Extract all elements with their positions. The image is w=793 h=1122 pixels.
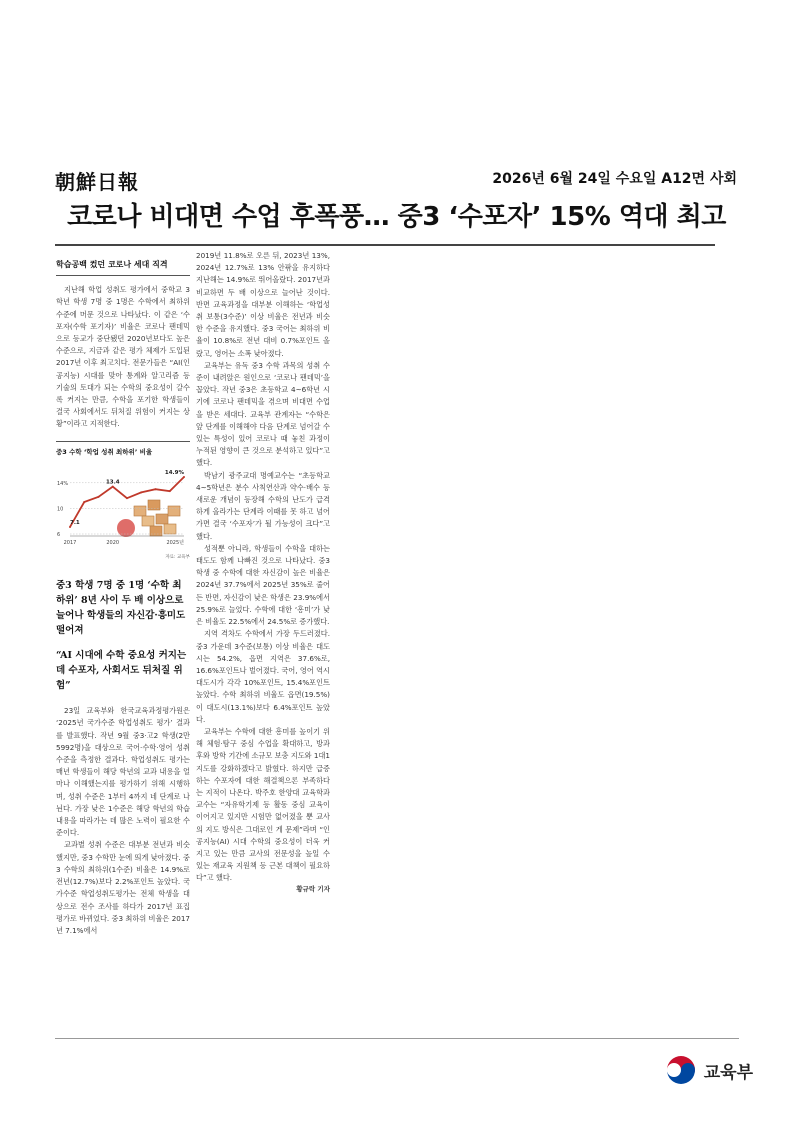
- taegeuk-icon: [664, 1053, 698, 1087]
- data-point: [69, 526, 71, 528]
- body-paragraph: 2019년 11.8%로 오른 뒤, 2023년 13%, 2024년 12.7%로 13% 안팎을 유지하다 지난해는 14.9%로 뛰어올랐다. 2017년과 비교하면 두 배 이상으로 늘어난 것이다. 반면 교육과정을 대부분 이해하는 ‘학업성취 보통(3수준)’ 이상 비율은 전년과 비슷한 수준을 유지했다. 중3 국어는 최하위 비율이 10.8%로 전년 대비 0.7%포인트 올랐고, 영어는 소폭 낮아졌다.: [196, 251, 330, 358]
- data-label: 13.4: [105, 479, 120, 486]
- body-paragraph: 23일 교육부와 한국교육과정평가원은 ‘2025년 국가수준 학업성취도 평가’ 결과를 발표했다. 작년 9월 중3·고2 학생(2만5992명)을 대상으로 국어·수학·영어 성취 수준을 측정한 결과다. 학업성취도 평가는 매년 학생들이 해당 학년의 교과 내용을 얼마나 이해했는지를 평가하기 위해 시행하며, 성취 수준은 1부터 4까지 네 단계로 나뉜다. 가장 낮은 1수준은 해당 학년의 학습 내용을 따라가는 데 많은 노력이 필요한 수준이다.: [56, 706, 190, 838]
- line-chart: [56, 460, 190, 548]
- ministry-logo: [664, 1053, 753, 1087]
- body-paragraph: 성적뿐 아니라, 학생들이 수학을 대하는 태도도 함께 나빠진 것으로 나타났다. 중3 학생 중 수학에 대한 자신감이 높은 비율은 2024년 37.7%에서 2025년 35%로 줄어든 반면, 자신감이 낮은 학생은 23.9%에서 25.9%로 늘었다. 수학에 대한 ‘흥미’가 낮은 비율도 22.5%에서 24.5%로 증가했다.: [196, 543, 330, 627]
- data-point: [98, 496, 100, 498]
- article-column-2: [196, 250, 330, 895]
- chart-title: 중3 수학 ‘학업 성취 최하위’ 비율: [56, 447, 153, 456]
- ministry-name: 교육부: [703, 1062, 753, 1083]
- data-point: [155, 488, 157, 490]
- y-tick-label: 10: [57, 506, 64, 513]
- data-label: 14.9%: [164, 469, 184, 476]
- data-point: [112, 485, 114, 487]
- footer-divider: [55, 1038, 739, 1039]
- newspaper-masthead: 朝鮮日報: [55, 170, 139, 194]
- data-point: [140, 491, 142, 493]
- body-paragraph: 박남기 광주교대 명예교수는 “초등학교 4~5학년은 분수 사칙연산과 약수·배수 등 새로운 개념이 등장해 수학의 난도가 급격하게 올라가는 단계라 이때를 못 하고 넘어가면 결국 ‘수포자’가 될 가능성이 크다”고 했다.: [196, 470, 330, 541]
- page-title: 코로나 비대면 수업 후폭풍… 중3 ‘수포자’ 15% 역대 최고: [67, 202, 726, 232]
- x-tick-label: 2017: [63, 539, 77, 546]
- article-subhead: 중3 학생 7명 중 1명 ‘수학 최하위’ 8년 사이 두 배 이상으로 늘어나 학생들의 자신감·흥미도 떨어져: [56, 580, 186, 637]
- chart-illustration: [117, 500, 180, 537]
- body-paragraph: 교육부는 수학에 대한 흥미를 높이기 위해 체험·탐구 중심 수업을 확대하고, 방과 후와 방학 기간에 소규모 보충 지도와 1대1 지도를 강화하겠다고 밝혔다. 하지만 급증하는 수포자에 대한 해결책으론 부족하다는 지적이 나온다. 박주호 한양대 교육학과 교수는 “자유학기제 등 활동 중심 교육이 이어지고 있지만 시험만 없어졌을 뿐 교사의 지도 방식은 그대로인 게 문제”라며 “인공지능(AI) 시대 수학의 중요성이 더욱 커지고 있는 만큼 교사의 전문성을 높일 수 있는 재교육 지원책 등 근본 대책이 필요하다”고 했다.: [196, 726, 330, 883]
- data-point: [183, 476, 185, 478]
- body-paragraph: 교육부는 유독 중3 수학 과목의 성취 수준이 내려앉은 원인으로 ‘코로나 팬데믹’을 꼽았다. 작년 중3은 초등학교 4~6학년 시기에 코로나 팬데믹을 겪으며 비대면 수업을 받은 세대다. 교육부 관계자는 “수학은 앞 단계를 이해해야 다음 단계로 넘어갈 수 있는 특성이 있어 코로나 때 놓친 과정이 누적된 영향이 큰 것으로 분석하고 있다”고 했다.: [196, 360, 330, 468]
- body-paragraph: 교과별 성취 수준은 대부분 전년과 비슷했지만, 중3 수학만 눈에 띄게 낮아졌다. 중3 수학의 최하위(1수준) 비율은 14.9%로 전년(12.7%)보다 2.2%포인트 높았다. 국가수준 학업성취도평가는 전체 학생을 대상으로 전수 조사를 하다가 2017년 표집 평가로 바뀌었다. 중3 최하위 비율은 2017년 7.1%에서: [56, 840, 190, 935]
- lead-paragraph: 지난해 학업 성취도 평가에서 중학교 3학년 학생 7명 중 1명은 수학에서 최하위 수준에 머문 것으로 나타났다. 이 같은 ‘수포자(수학 포기자)’ 비율은 코로나 팬데믹으로 등교가 중단됐던 2020년보다도 높은 수준으로, 지금과 같은 평가 체제가 도입된 2017년 이후 최고치다. 전문가들은 “AI(인공지능) 시대를 맞아 통계와 알고리즘 등 기술의 토대가 되는 수학의 중요성이 갈수록 커지는 만큼, 수학을 포기한 학생들이 결국 사회에서도 뒤처질 위험이 커지는 상황”이라고 지적한다.: [56, 285, 190, 429]
- x-tick-label: 2020: [106, 539, 120, 546]
- data-point: [126, 497, 128, 499]
- y-tick-label: 6: [57, 531, 61, 538]
- headline-divider: [55, 244, 715, 246]
- x-tick-label: 2025년: [166, 539, 184, 546]
- chart-box: [56, 441, 190, 565]
- article-column-1: [56, 250, 190, 937]
- data-label: 7.1: [70, 519, 80, 526]
- dateline: 2026년 6월 24일 수요일 A12면 사회: [492, 171, 737, 187]
- data-point: [83, 501, 85, 503]
- article-kicker: 학습공백 컸던 코로나 세대 직격: [56, 256, 190, 276]
- y-tick-label: 14%: [57, 480, 69, 487]
- chart-source: 자료: 교육부: [165, 555, 190, 561]
- article-quote: “AI 시대에 수학 중요성 커지는데 수포자, 사회서도 뒤처질 위험”: [56, 650, 187, 692]
- data-point: [169, 490, 171, 492]
- body-paragraph: 지역 격차도 수학에서 가장 두드러졌다. 중3 가운데 3수준(보통) 이상 비율은 대도시는 54.2%, 읍면 지역은 37.6%로, 16.6%포인트나 벌어졌다. 국어, 영어 역시 대도시가 각각 10%포인트, 15.4%포인트 높았다. 수학 최하위 비율도 읍면(19.5%)이 대도시(13.1%)보다 6.4%포인트 높았다.: [196, 629, 330, 724]
- byline: 황규락 기자: [296, 884, 330, 893]
